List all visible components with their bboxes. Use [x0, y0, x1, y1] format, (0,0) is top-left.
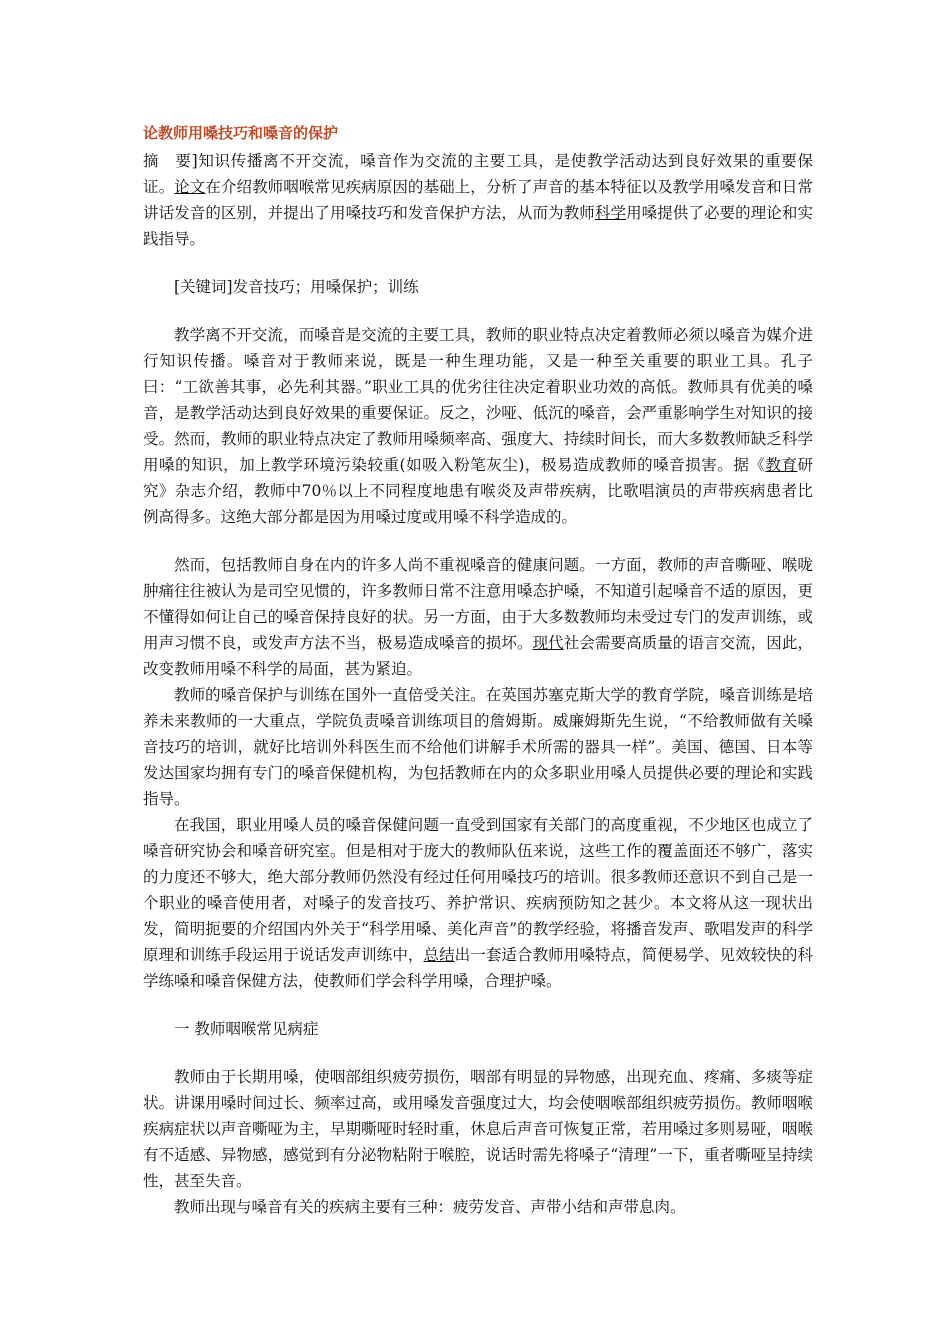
article-title: 论教师用嗓技巧和嗓音的保护 — [143, 124, 339, 142]
abstract-paragraph — [143, 148, 813, 252]
document-page — [143, 120, 813, 1220]
paragraph-4-text-2: 出一套适合教师用嗓特点，简便易学、见效较快的科学练嗓和嗓音保健方法，使教师们学会科学用嗓，合理护嗓。 — [143, 946, 813, 990]
paragraph-6: 教师出现与嗓音有关的疾病主要有三种：疲劳发音、声带小结和声带息肉。 — [174, 1198, 686, 1216]
paragraph-2-text-1: 然而，包括教师自身在内的许多人尚不重视嗓音的健康问题。一方面，教师的声音嘶哑、喉咙肿痛往往被认为是司空见惯的，许多教师日常不注意用嗓态护嗓，不知道引起嗓音不适的原因，更不懂得如何让自己的嗓音保持良好的状。另一方面，由于大多数教师均未受过专门的发声训练，或用声习惯不良，或发声方法不当，极易造成嗓音的损坏。 — [143, 556, 813, 652]
paragraph-1-text-2: 研究》杂志介绍，教师中70％以上不同程度地患有喉炎及声带疾病，比歌唱演员的声带疾病患者比例高得多。这绝大部分都是因为用嗓过度或用嗓不科学造成的。 — [143, 456, 813, 526]
paragraph-4-text-1: 在我国，职业用嗓人员的嗓音保健问题一直受到国家有关部门的高度重视，不少地区也成立了嗓音研究协会和嗓音研究室。但是相对于庞大的教师队伍来说，这些工作的覆盖面还不够广，落实的力度还不够大，绝大部分教师仍然没有经过任何用嗓技巧的培训。很多教师还意识不到自己是一个职业的嗓音使用者，对嗓子的发音技巧、养护常识、疾病预防知之甚少。本文将从这一现状出发，简明扼要的介绍国内外关于“科学用嗓、美化声音”的教学经验，将播音发声、歌唱发声的科学原理和训练手段运用于说话发声训练中， — [143, 816, 813, 964]
abstract-text-1: 摘 要]知识传播离不开交流，嗓音作为交流的主要工具，是使教学活动达到良好效果的重要保证。 — [143, 152, 813, 196]
link-kexue[interactable]: 科学 — [594, 204, 627, 222]
paragraph-3: 教师的嗓音保护与训练在国外一直倍受关注。在英国苏塞克斯大学的教育学院，嗓音训练是培养未来教师的一大重点，学院负责嗓音训练项目的詹姆斯。威廉姆斯先生说，“不给教师做有关嗓音技巧的培训，就好比培训外科医生而不给他们讲解手术所需的器具一样”。美国、德国、日本等发达国家均拥有专门的嗓音保健机构，为包括教师在内的众多职业用嗓人员提供必要的理论和实践指导。 — [143, 686, 813, 808]
paragraph-1 — [143, 322, 813, 530]
paragraph-5: 教师由于长期用嗓，使咽部组织疲劳损伤，咽部有明显的异物感，出现充血、疼痛、多痰等症状。讲课用嗓时间过长、频率过高，或用嗓发音强度过大，均会使咽喉部组织疲劳损伤。教师咽喉疾病症状以声音嘶哑为主，早期嘶哑时轻时重，休息后声音可恢复正常，若用嗓过多则易哑，咽喉有不适感、异物感，感觉到有分泌物粘附于喉腔，说话时需先将嗓子“清理”一下，重者嘶哑呈持续性，甚至失音。 — [143, 1068, 813, 1190]
abstract-text-2: 在介绍教师咽喉常见疾病原因的基础上，分析了声音的基本特征以及教学用嗓发音和日常讲话发音的区别，并提出了用嗓技巧和发音保护方法，从而为教师 — [143, 178, 813, 222]
link-xiandai[interactable]: 现代 — [532, 634, 564, 652]
abstract-text-3: 用嗓提供了必要的理论和实践指导。 — [143, 204, 813, 248]
link-jiaoyu[interactable]: 教育 — [765, 456, 798, 474]
keywords-line: [关键词]发音技巧；用嗓保护；训练 — [174, 278, 419, 296]
link-lunwen[interactable]: 论文 — [174, 178, 206, 196]
paragraph-4 — [143, 812, 813, 994]
paragraph-2 — [143, 552, 813, 682]
paragraph-1-text-1: 教学离不开交流，而嗓音是交流的主要工具，教师的职业特点决定着教师必须以嗓音为媒介进行知识传播。嗓音对于教师来说，既是一种生理功能，又是一种至关重要的职业工具。孔子曰：“工欲善其事，必先利其器。”职业工具的优劣往往决定着职业功效的高低。教师具有优美的嗓音，是教学活动达到良好效果的重要保证。反之，沙哑、低沉的嗓音，会严重影响学生对知识的接受。然而，教师的职业特点决定了教师用嗓频率高、强度大、持续时间长，而大多数教师缺乏科学用嗓的知识，加上教学环境污染较重(如吸入粉笔灰尘)，极易造成教师的嗓音损害。据《 — [143, 326, 813, 474]
paragraph-2-text-2: 社会需要高质量的语言交流，因此，改变教师用嗓不科学的局面，甚为紧迫。 — [143, 634, 813, 678]
link-zongjie[interactable]: 总结 — [423, 946, 455, 964]
section-heading-1: 一 教师咽喉常见病症 — [174, 1020, 319, 1038]
